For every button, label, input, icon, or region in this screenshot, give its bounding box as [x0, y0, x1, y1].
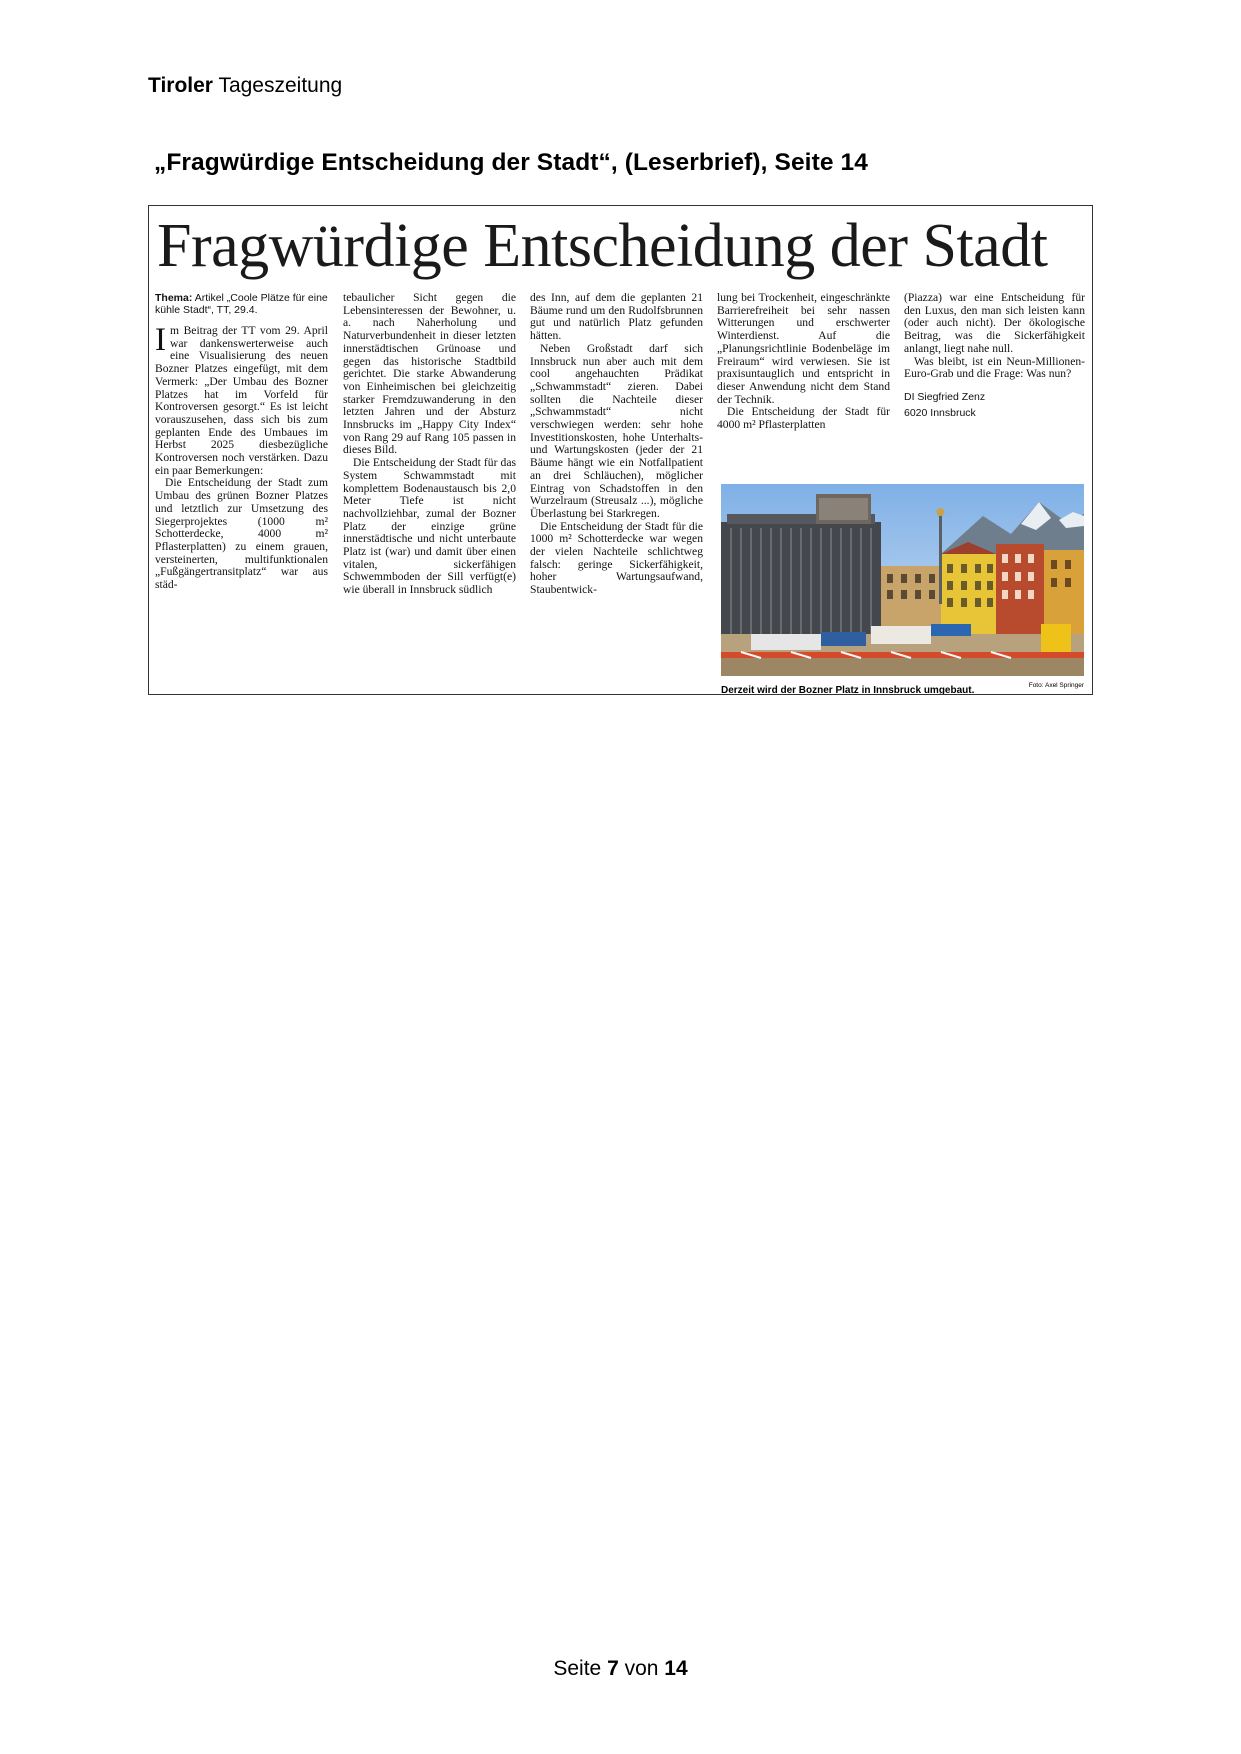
photo-caption-bar: [721, 680, 1084, 695]
paragraph: Die Entscheidung der Stadt für das System Schwammstadt mit komplettem Bodenaustausch bis 2,0 Meter Tiefe ist nicht nachvollziehbar, zumal der Bozner Platz der einzige grüne innerstädtische und nicht unterbaute Platz ist (war) und damit über einen vitalen, sickerfähigen Schwemmboden der Sill verfügt(e) wie überall in Innsbruck südlich: [343, 456, 516, 597]
paragraph: Was bleibt, ist ein Neun-Millionen-Euro-Grab und die Frage: Was nun?: [904, 354, 1085, 381]
footer-prefix: Seite: [553, 1657, 602, 1680]
total-page-count: 14: [664, 1657, 688, 1680]
paragraph: Die Entscheidung der Stadt für die 1000 m² Schotterdecke war wegen der vielen Nachteile schlichtweg falsch: geringe Sickerfähigkeit, hoher Wartungsaufwand, Staubentwick-: [530, 519, 703, 597]
article-column-3: [530, 292, 703, 597]
publication-rest: Tageszeitung: [218, 74, 343, 97]
paragraph: (Piazza) war eine Entscheidung für den Luxus, den man sich leisten kann (oder auch nicht). Der ökologische Beitrag, was die Sickerfähigkeit anlangt, liegt nahe null.: [904, 291, 1085, 355]
article-column-2: [343, 292, 516, 597]
article-headline: Fragwürdige Entscheidung der Stadt: [157, 212, 1048, 280]
paragraph: tebaulicher Sicht gegen die Lebensinteressen der Bewohner, u. a. nach Naherholung und Naturverbundenheit in dieser letzten innerstädtischen Grünoase und gegen das historische Stadtbild gerichtet. Die starke Abwanderung von Einheimischen bei gleichzeitig starker Fremdzuwanderung in den letzten Jahren und der Absturz Innsbrucks im „Happy City Index“ von Rang 29 auf Rang 105 passen in dieses Bild.: [343, 291, 516, 457]
paragraph: Die Entscheidung der Stadt für 4000 m² Pflasterplatten: [717, 405, 890, 432]
paragraph: Die Entscheidung der Stadt zum Umbau des grünen Bozner Platzes und letztlich zur Umsetzung des Siegerprojektes (1000 m² Schotterdecke, 4000 m² Pflasterplatten) zu einem grauen, versteinerten, multifunktionalen „Fußgängertransitplatz“ war aus städ-: [155, 476, 328, 592]
article-column-4: [717, 292, 890, 432]
drop-cap: I: [155, 322, 166, 358]
author-place: 6020 Innsbruck: [904, 406, 976, 419]
author-name: DI Siegfried Zenz: [904, 390, 986, 403]
publication-bold: Tiroler: [148, 74, 213, 97]
article-column-1: [155, 292, 328, 592]
thema-label: Thema:: [155, 292, 193, 304]
footer-middle: von: [624, 1657, 659, 1680]
article-column-5: [904, 292, 1085, 421]
thema-line: [155, 292, 328, 316]
thema-text: Artikel „Coole Plätze für eine kühle Stadt“, TT, 29.4.: [155, 292, 328, 316]
page-footer: [0, 1657, 1241, 1681]
document-title: „Fragwürdige Entscheidung der Stadt“, (Leserbrief), Seite 14: [154, 149, 868, 176]
paragraph: [155, 322, 328, 477]
photo-credit: Foto: Axel Springer: [1028, 682, 1084, 689]
paragraph: Neben Großstadt darf sich Innsbruck nun aber auch mit dem cool angehauchten Prädikat „Schwammstadt“ zieren. Dabei sollten die Nachteile dieser „Schwammstadt“ nicht verschwiegen werden: sehr hohe Investitionskosten, hohe Unterhalts- und Wartungskosten (jeder der 21 Bäume hängt wie ein Notfallpatient an drei Schläuchen), möglicher Eintrag von Schadstoffen in den Wurzelraum (Streusalz ...), mögliche Überlastung bei Starkregen.: [530, 341, 703, 520]
author-signature: [904, 389, 1085, 421]
paragraph-text: m Beitrag der TT vom 29. April war dankenswerterweise auch eine Visualisierung des neuen Bozner Platzes eingefügt, mit dem Vermerk: „Der Umbau des Bozner Platzes hat im Vorfeld für Kontroversen gesorgt.“ Es ist leicht vorauszusehen, dass sich bis zum geplanten Ende des Umbaues im Herbst 2025 diesbezügliche Kontroversen noch verstärken. Dazu ein paar Bemerkungen:: [155, 324, 328, 477]
publication-name: [148, 74, 342, 98]
photo-caption: Derzeit wird der Bozner Platz in Innsbruck umgebaut.: [721, 685, 975, 695]
article-photo: [721, 484, 1084, 676]
current-page-number: 7: [607, 1657, 619, 1680]
paragraph: des Inn, auf dem die geplanten 21 Bäume rund um den Rudolfsbrunnen gut und natürlich Platz gefunden hätten.: [530, 291, 703, 343]
newspaper-clipping: [148, 205, 1093, 695]
paragraph: lung bei Trockenheit, eingeschränkte Barrierefreiheit bei sehr nassen Witterungen und erschwerter Winterdienst. Auf die „Planungsrichtlinie Bodenbeläge im Freiraum“ wird verwiesen. Sie ist praxisuntauglich und entspricht in dieser Anwendung nicht dem Stand der Technik.: [717, 291, 890, 406]
